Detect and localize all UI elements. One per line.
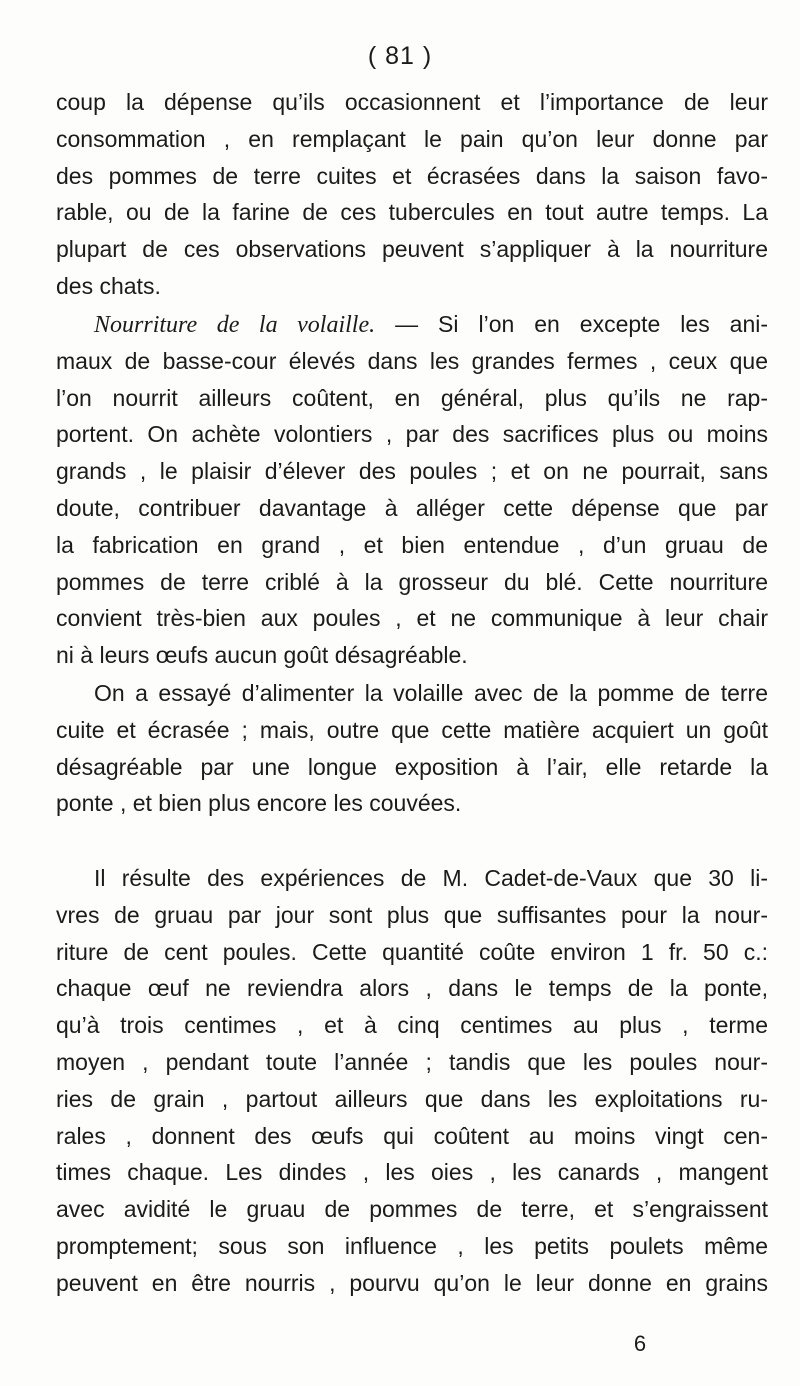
text-line: grands , le plaisir d’élever des poules ; et on ne pourrait, sans bbox=[56, 458, 768, 485]
text-line: times chaque. Les dindes , les oies , les canards , mangent bbox=[56, 1159, 768, 1186]
text-line: vres de gruau par jour sont plus que suffisantes pour la nour- bbox=[56, 901, 768, 928]
text-line: riture de cent poules. Cette quantité coûte environ 1 fr. 50 c.: bbox=[56, 938, 768, 965]
text-line: avec avidité le gruau de pommes de terre, et s’engraissent bbox=[56, 1196, 768, 1223]
text-line: plupart de ces observations peuvent s’appliquer à la nourriture bbox=[56, 236, 768, 263]
page-number: ( 81 ) bbox=[367, 42, 433, 70]
text-line: peuvent en être nourris , pourvu qu’on le leur donne en grains bbox=[56, 1269, 768, 1296]
text-line: qu’à trois centimes , et à cinq centimes au plus , terme bbox=[56, 1012, 768, 1039]
text-line: des chats. bbox=[56, 272, 161, 299]
text-line: la fabrication en grand , et bien entendue , d’un gruau de bbox=[56, 531, 768, 558]
text-line: ponte , et bien plus encore les couvées. bbox=[56, 790, 462, 817]
section-heading: Nourriture de la volaille. bbox=[94, 312, 376, 338]
text-line bbox=[56, 306, 768, 343]
text-line: convient très-bien aux poules , et ne communique à leur chair bbox=[56, 605, 768, 632]
text-line: promptement; sous son influence , les petits poulets même bbox=[56, 1232, 768, 1259]
text-line: désagréable par une longue exposition à l’air, elle retarde la bbox=[56, 753, 768, 780]
text-line: rable, ou de la farine de ces tubercules en tout autre temps. La bbox=[56, 199, 768, 226]
text-line: chaque œuf ne reviendra alors , dans le temps de la ponte, bbox=[56, 975, 768, 1002]
text-line: Il résulte des expériences de M. Cadet-de-Vaux que 30 li- bbox=[94, 865, 768, 891]
paragraph-4 bbox=[56, 860, 768, 1302]
text-line: maux de basse-cour élevés dans les grandes fermes , ceux que bbox=[56, 347, 768, 374]
text-line: doute, contribuer davantage à alléger cette dépense que par bbox=[56, 494, 768, 521]
text-line: moyen , pendant toute l’année ; tandis que les poules nour- bbox=[56, 1048, 768, 1075]
text-line: coup la dépense qu’ils occasionnent et l’importance de leur bbox=[56, 89, 768, 115]
signature-mark: 6 bbox=[633, 1331, 647, 1356]
text-line: On a essayé d’alimenter la volaille avec de la pomme de terre bbox=[94, 680, 768, 706]
text-line: portent. On achète volontiers , par des sacrifices plus ou moins bbox=[56, 421, 768, 448]
text-fragment: — Si l’on en excepte les ani- bbox=[375, 311, 768, 337]
paragraph-1 bbox=[56, 84, 768, 305]
text-line: pommes de terre criblé à la grosseur du blé. Cette nourriture bbox=[56, 568, 768, 595]
text-line: des pommes de terre cuites et écrasées dans la saison favo- bbox=[56, 162, 768, 189]
text-line: ries de grain , partout ailleurs que dans les exploitations ru- bbox=[56, 1085, 768, 1112]
text-line: cuite et écrasée ; mais, outre que cette matière acquiert un goût bbox=[56, 716, 768, 743]
text-line: rales , donnent des œufs qui coûtent au moins vingt cen- bbox=[56, 1122, 768, 1149]
text-line: ni à leurs œufs aucun goût désagréable. bbox=[56, 642, 468, 669]
text-line: l’on nourrit ailleurs coûtent, en général, plus qu’ils ne rap- bbox=[56, 384, 768, 411]
text-line: consommation , en remplaçant le pain qu’on leur donne par bbox=[56, 125, 768, 152]
paragraph-3 bbox=[56, 675, 768, 822]
paragraph-2 bbox=[56, 306, 768, 674]
